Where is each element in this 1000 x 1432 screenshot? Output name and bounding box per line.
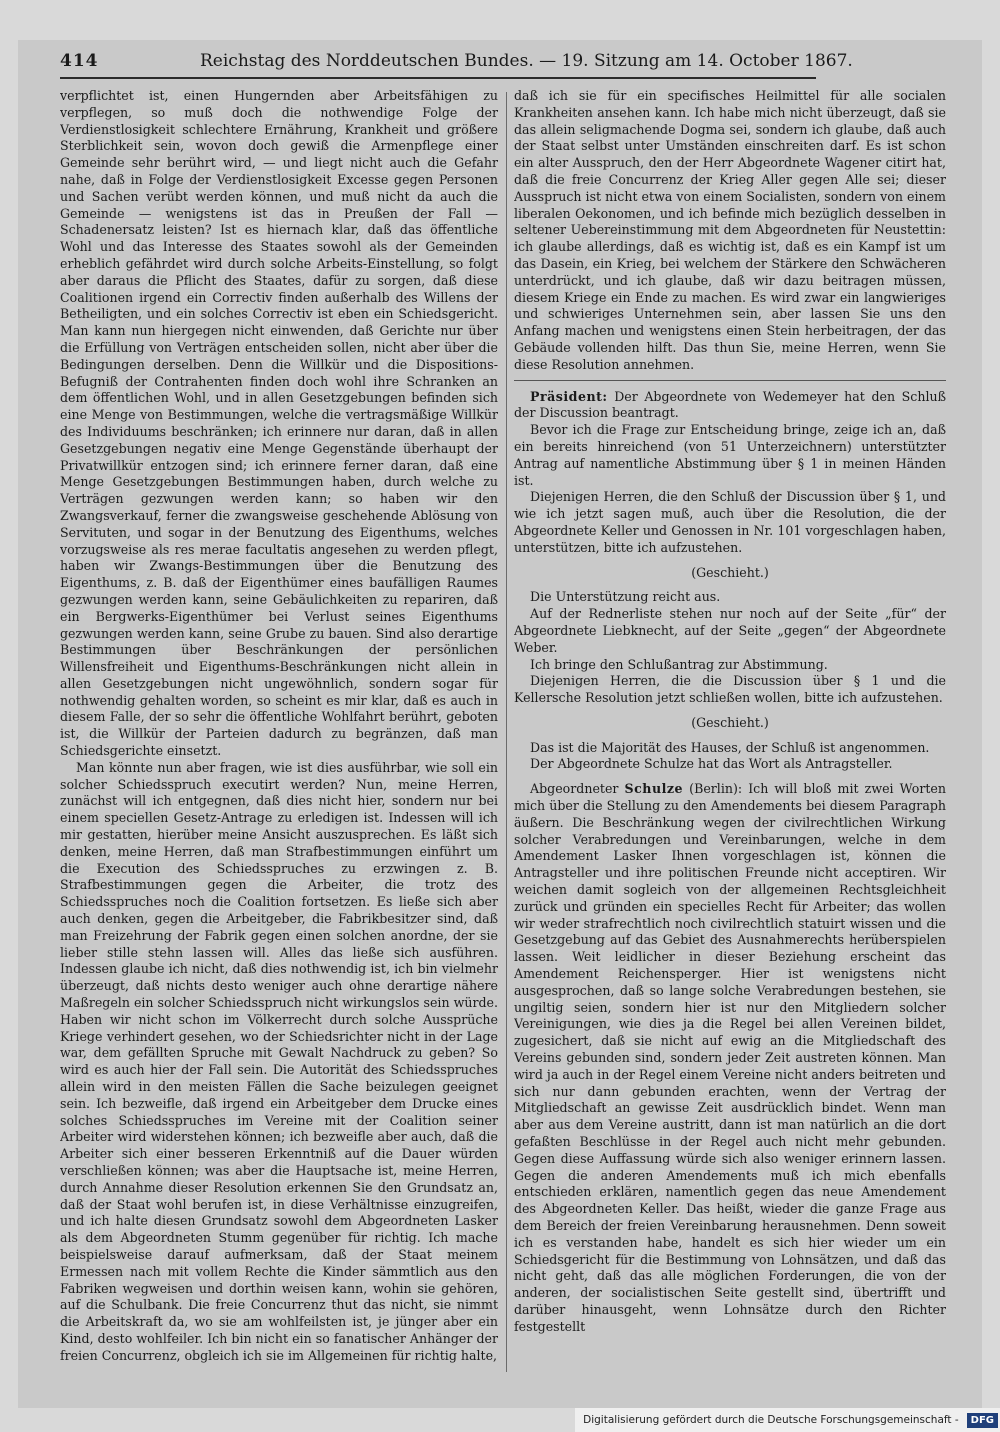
left-column [60, 88, 498, 1376]
right-paragraph-10: Der Abgeordnete Schulze hat das Wort als Antragsteller. [530, 756, 893, 772]
right-column [514, 88, 946, 1376]
footer-text: Digitalisierung gefördert durch die Deutsche Forschungsgemeinschaft - [583, 1414, 959, 1426]
right-paragraph-5: Die Unterstützung reicht aus. [530, 589, 721, 605]
right-paragraph-7: Ich bringe den Schlußantrag zur Abstimmung. [530, 656, 828, 672]
footer-banner [575, 1408, 1000, 1432]
president-text: Der Abgeordnete von Wedemeyer hat den Schluß der Discussion beantragt. [514, 388, 946, 421]
header-rule [60, 77, 816, 79]
left-paragraph-1: verpflichtet ist, einen Hungernden aber Arbeitsfähigen zu verpflegen, so muß doch die nothwendige Folge der Verdienstlosigkeit schlechtere Ernährung, Krankheit und größere Sterblichkeit sein, wovon doch gewiß die Armenpflege einer Gemeinde sehr berührt wird, — und liegt nicht auch die Gefahr nahe, daß in Folge der Verdienstlosigkeit Excesse gegen Personen und Sachen verübt werden können, und muß nicht da auch die Gemeinde — wenigstens ist das in Preußen der Fall — Schadenersatz leisten? Ist es hiernach klar, daß das öffentliche Wohl und das Interesse des Staates sowohl als der Gemeinden erheblich gefährdet wird durch solche Arbeits-Einstellung, so folgt aber daraus die Pflicht des Staates, dafür zu sorgen, daß diese Coalitionen irgend ein Correctiv finden außerhalb des Willens der Betheiligten, und ein solches Correctiv ist eben ein Schiedsgericht. Man kann nun hiergegen nicht einwenden, daß Gerichte nur über die Erfüllung von Verträgen entscheiden sollen, nicht aber über die Bedingungen derselben. Denn die Willkür und die Dispositions-Befugniß der Contrahenten finden doch wohl ihre Schranken an dem öffentlichen Wohl, und in allen Gesetzgebungen befinden sich eine Menge von Bestimmungen, welche die vertragsmäßige Willkür des Individuums beschränken; ich erinnere nur daran, daß in allen Gesetzgebungen negativ eine Menge Gegenstände überhaupt der Privatwillkür entzogen sind; ich erinnere ferner daran, daß eine Menge Gesetzgebungen Bestimmungen haben, durch welche zu Verträgen gezwungen werden kann; so haben wir den Zwangsverkauf, ferner die zwangsweise geschehende Ablösung von Servituten, und sogar in der Benutzung des Eigenthums, welches vorzugsweise als res merae facultatis angesehen zu werden pflegt, haben wir Zwangs-Bestimmungen über die Benutzung des Eigenthums, z. B. daß der Eigenthümer eines baufälligen Raumes gezwungen werden kann, seine Gebäulichkeiten zu repariren, daß ein Bergwerks-Eigenthümer bei Verlust seines Eigenthums gezwungen werden kann, seine Grube zu bauen. Sind also derartige Bestimmungen über Beschränkungen der persönlichen Willensfreiheit und Eigenthums-Beschränkungen nicht allein in allen Gesetzgebungen nicht ungewöhnlich, sondern sogar für nothwendig gehalten worden, so scheint es mir klar, daß es auch in diesem Falle, der so sehr die öffentliche Wohlfahrt berührt, geboten ist, die Willkür der Parteien dadurch zu begränzen, daß man Schiedsgerichte einsetzt. [60, 88, 498, 759]
right-paragraph-8: Diejenigen Herren, die die Discussion über § 1 und die Kellersche Resolution jetzt schließen wollen, bitte ich aufzustehen. [514, 673, 946, 706]
running-head: Reichstag des Norddeutschen Bundes. — 19. Sitzung am 14. October 1867. [200, 51, 853, 71]
president-paragraph [514, 389, 946, 423]
page-header [60, 50, 853, 76]
right-paragraph-9: Das ist die Majorität des Hauses, der Schluß ist angenommen. [530, 739, 930, 755]
section-separator [514, 380, 946, 381]
page-number: 414 [60, 51, 99, 71]
column-divider [506, 92, 507, 1372]
speaker-schulze: Schulze [624, 781, 684, 797]
schulze-lead: Abgeordneter [530, 781, 619, 797]
right-paragraph-4: Diejenigen Herren, die den Schluß der Discussion über § 1, und wie ich jetzt sagen muß, auch über die Resolution, die der Abgeordnete Keller und Genossen in Nr. 101 vorgeschlagen haben, unterstützen, bitte ich aufzustehen. [514, 489, 946, 555]
right-paragraph-3: Bevor ich die Frage zur Entscheidung bringe, zeige ich an, daß ein bereits hinreichend (von 51 Unterzeichnern) unterstützter Antrag auf namentliche Abstimmung über § 1 in meinen Händen ist. [514, 422, 946, 488]
left-paragraph-2: Man könnte nun aber fragen, wie ist dies ausführbar, wie soll ein solcher Schiedsspruch executirt werden? Nun, meine Herren, zunächst will ich entgegnen, daß dies nicht hier, sondern nur bei einem speciellen Gesetz-Antrage zu erledigen ist. Indessen will ich mir gestatten, hierüber meine Ansicht auszusprechen. Es läßt sich denken, meine Herren, daß man Strafbestimmungen einführt um die Execution des Schiedsspruches zu erzwingen z. B. Strafbestimmungen gegen die Arbeiter, die trotz des Schiedsspruches noch die Coalition fortsetzen. Es ließe sich aber auch denken, gegen die Arbeitgeber, die Fabrikbesitzer sind, daß man Freizehrung der Fabrik gegen einen solchen anordne, der sie lieber stille stehn lassen will. Alles das ließe sich ausführen. Indessen glaube ich nicht, daß dies nothwendig ist, ich bin vielmehr überzeugt, daß nichts desto weniger auch ohne derartige nähere Maßregeln ein solcher Schiedsspruch nicht wirkungslos sein würde. Haben wir nicht schon im Völkerrecht durch solche Aussprüche Kriege verhindert gesehen, wo der Schiedsrichter nicht in der Lage war, dem gefällten Spruche mit Gewalt Nachdruck zu geben? So wird es auch hier der Fall sein. Die Autorität des Schiedsspruches allein wird in den meisten Fällen die Sache beizulegen geeignet sein. Ich bezweifle, daß irgend ein Arbeitgeber dem Drucke eines solches Schiedsspruches im Vereine mit der Coalition seiner Arbeiter wird widerstehen können; ich bezweifle aber auch, daß die Arbeiter sich einer besseren Erkenntniß auf die Dauer würden verschließen können; was aber die Hauptsache ist, meine Herren, durch Annahme dieser Resolution erkennen Sie den Grundsatz an, daß der Staat wohl berufen ist, in diese Verhältnisse einzugreifen, und ich halte diesen Grundsatz sowohl dem Abgeordneten Lasker als dem Abgeordneten Stumm gegenüber für richtig. Ich mache beispielsweise darauf aufmerksam, daß der Staat meinem Ermessen nach mit vollem Rechte die Kinder sämmtlich aus den Fabriken wegweisen und dorthin weisen kann, wohin sie gehören, auf die Schulbank. Die freie Concurrenz thut das nicht, sie nimmt die Arbeitskraft da, wo sie am wohlfeilsten ist, je jünger aber ein Kind, desto wohlfeiler. Ich bin nicht ein so fanatischer Anhänger der freien Concurrenz, obgleich ich sie im Allgemeinen für richtig halte, [60, 759, 498, 1363]
dfg-logo: DFG [967, 1413, 998, 1428]
schulze-text: (Berlin): Ich will bloß mit zwei Worten mich über die Stellung zu den Amendements bei diesem Paragraph äußern. Die Beschränkung wegen der civilrechtlichen Wirkung solcher Verabredungen und Vereinbarungen, welche in dem Amendement Lasker Ihnen vorgeschlagen ist, können die Antragsteller und ihre politischen Freunde nicht acceptiren. Wir weichen damit sogleich von der allgemeinen Rechtsgleichheit zurück und gründen ein specielles Recht für Arbeiter; das wollen wir weder strafrechtlich noch civilrechtlich statuirt wissen und die Gesetzgebung auf das Gebiet des Ausnahmerechts herüberspielen lassen. Weit leidlicher in dieser Beziehung erscheint das Amendement Reichensperger. Hier ist wenigstens nicht ausgesprochen, daß so lange solche Verabredungen bestehen, sie ungiltig seien, sondern hier ist nur den Mitgliedern solcher Vereinigungen, wie dies ja die Regel bei allen Vereinen bildet, zugesichert, daß sie nicht auf ewig an die Mitgliedschaft des Vereins gebunden sind, sondern jeder Zeit austreten können. Man wird ja auch in der Regel einem Vereine nicht anders beitreten und sich nur dann gebunden erachten, wenn der Vertrag der Mitgliedschaft an gewisse Zeit ausdrücklich bindet. Wenn man aber aus dem Vereine austritt, dann ist man natürlich an die dort gefaßten Beschlüsse in der Regel auch nicht mehr gebunden. Gegen diese Auffassung würde sich also weniger erinnern lassen. Gegen die anderen Amendements muß ich mich ebenfalls entschieden erklären, namentlich gegen das neue Amendement des Abgeordneten Keller. Das heißt, wieder die ganze Frage aus dem Bereich der freien Vereinbarung herausnehmen. Denn soweit ich es verstanden habe, handelt es sich hier wieder um ein Schiedsgericht für die Bestimmung von Lohnsätzen, und daß das nicht geht, daß das alle möglichen Forderungen, die von der anderen, der socialistischen Seite gestellt sind, übertrifft und darüber hinausgeht, wenn Lohnsätze durch den Richter festgestellt [514, 781, 946, 1334]
right-paragraph-1: daß ich sie für ein specifisches Heilmittel für alle socialen Krankheiten ansehen kann. Ich habe mich nicht überzeugt, daß sie das allein seligmachende Dogma sei, sondern ich glaube, daß auch der Staat selbst unter Umständen einschreiten darf. Es ist schon ein alter Ausspruch, den der Herr Abgeordnete Wagener citirt hat, daß die freie Concurrenz der Krieg Aller gegen Alle sei; dieser Ausspruch ist nicht etwa von einem Socialisten, sondern von einem liberalen Oekonomen, und ich befinde mich bezüglich desselben in seltener Uebereinstimmung mit dem Abgeordneten für Neustettin: ich glaube allerdings, daß es wichtig ist, daß es ein Kampf ist um das Dasein, ein Krieg, bei welchem der Stärkere den Schwächeren unterdrückt, und ich glaube, daß wir dazu beitragen müssen, diesem Kriege ein Ende zu machen. Es wird zwar ein langwieriges und schwieriges Unternehmen sein, aber lassen Sie uns den Anfang machen und wenigstens einen Stein herbeitragen, der das Gebäude vollenden hilft. Das thun Sie, meine Herren, wenn Sie diese Resolution annehmen. [514, 88, 946, 372]
stage-direction-2: (Geschieht.) [691, 714, 769, 730]
right-paragraph-6: Auf der Rednerliste stehen nur noch auf der Seite „für“ der Abgeordnete Liebknecht, auf der Seite „gegen“ der Abgeordnete Weber. [514, 606, 946, 655]
stage-direction-1: (Geschieht.) [691, 564, 769, 580]
schulze-paragraph [514, 781, 946, 1335]
speaker-president: Präsident: [530, 388, 608, 404]
